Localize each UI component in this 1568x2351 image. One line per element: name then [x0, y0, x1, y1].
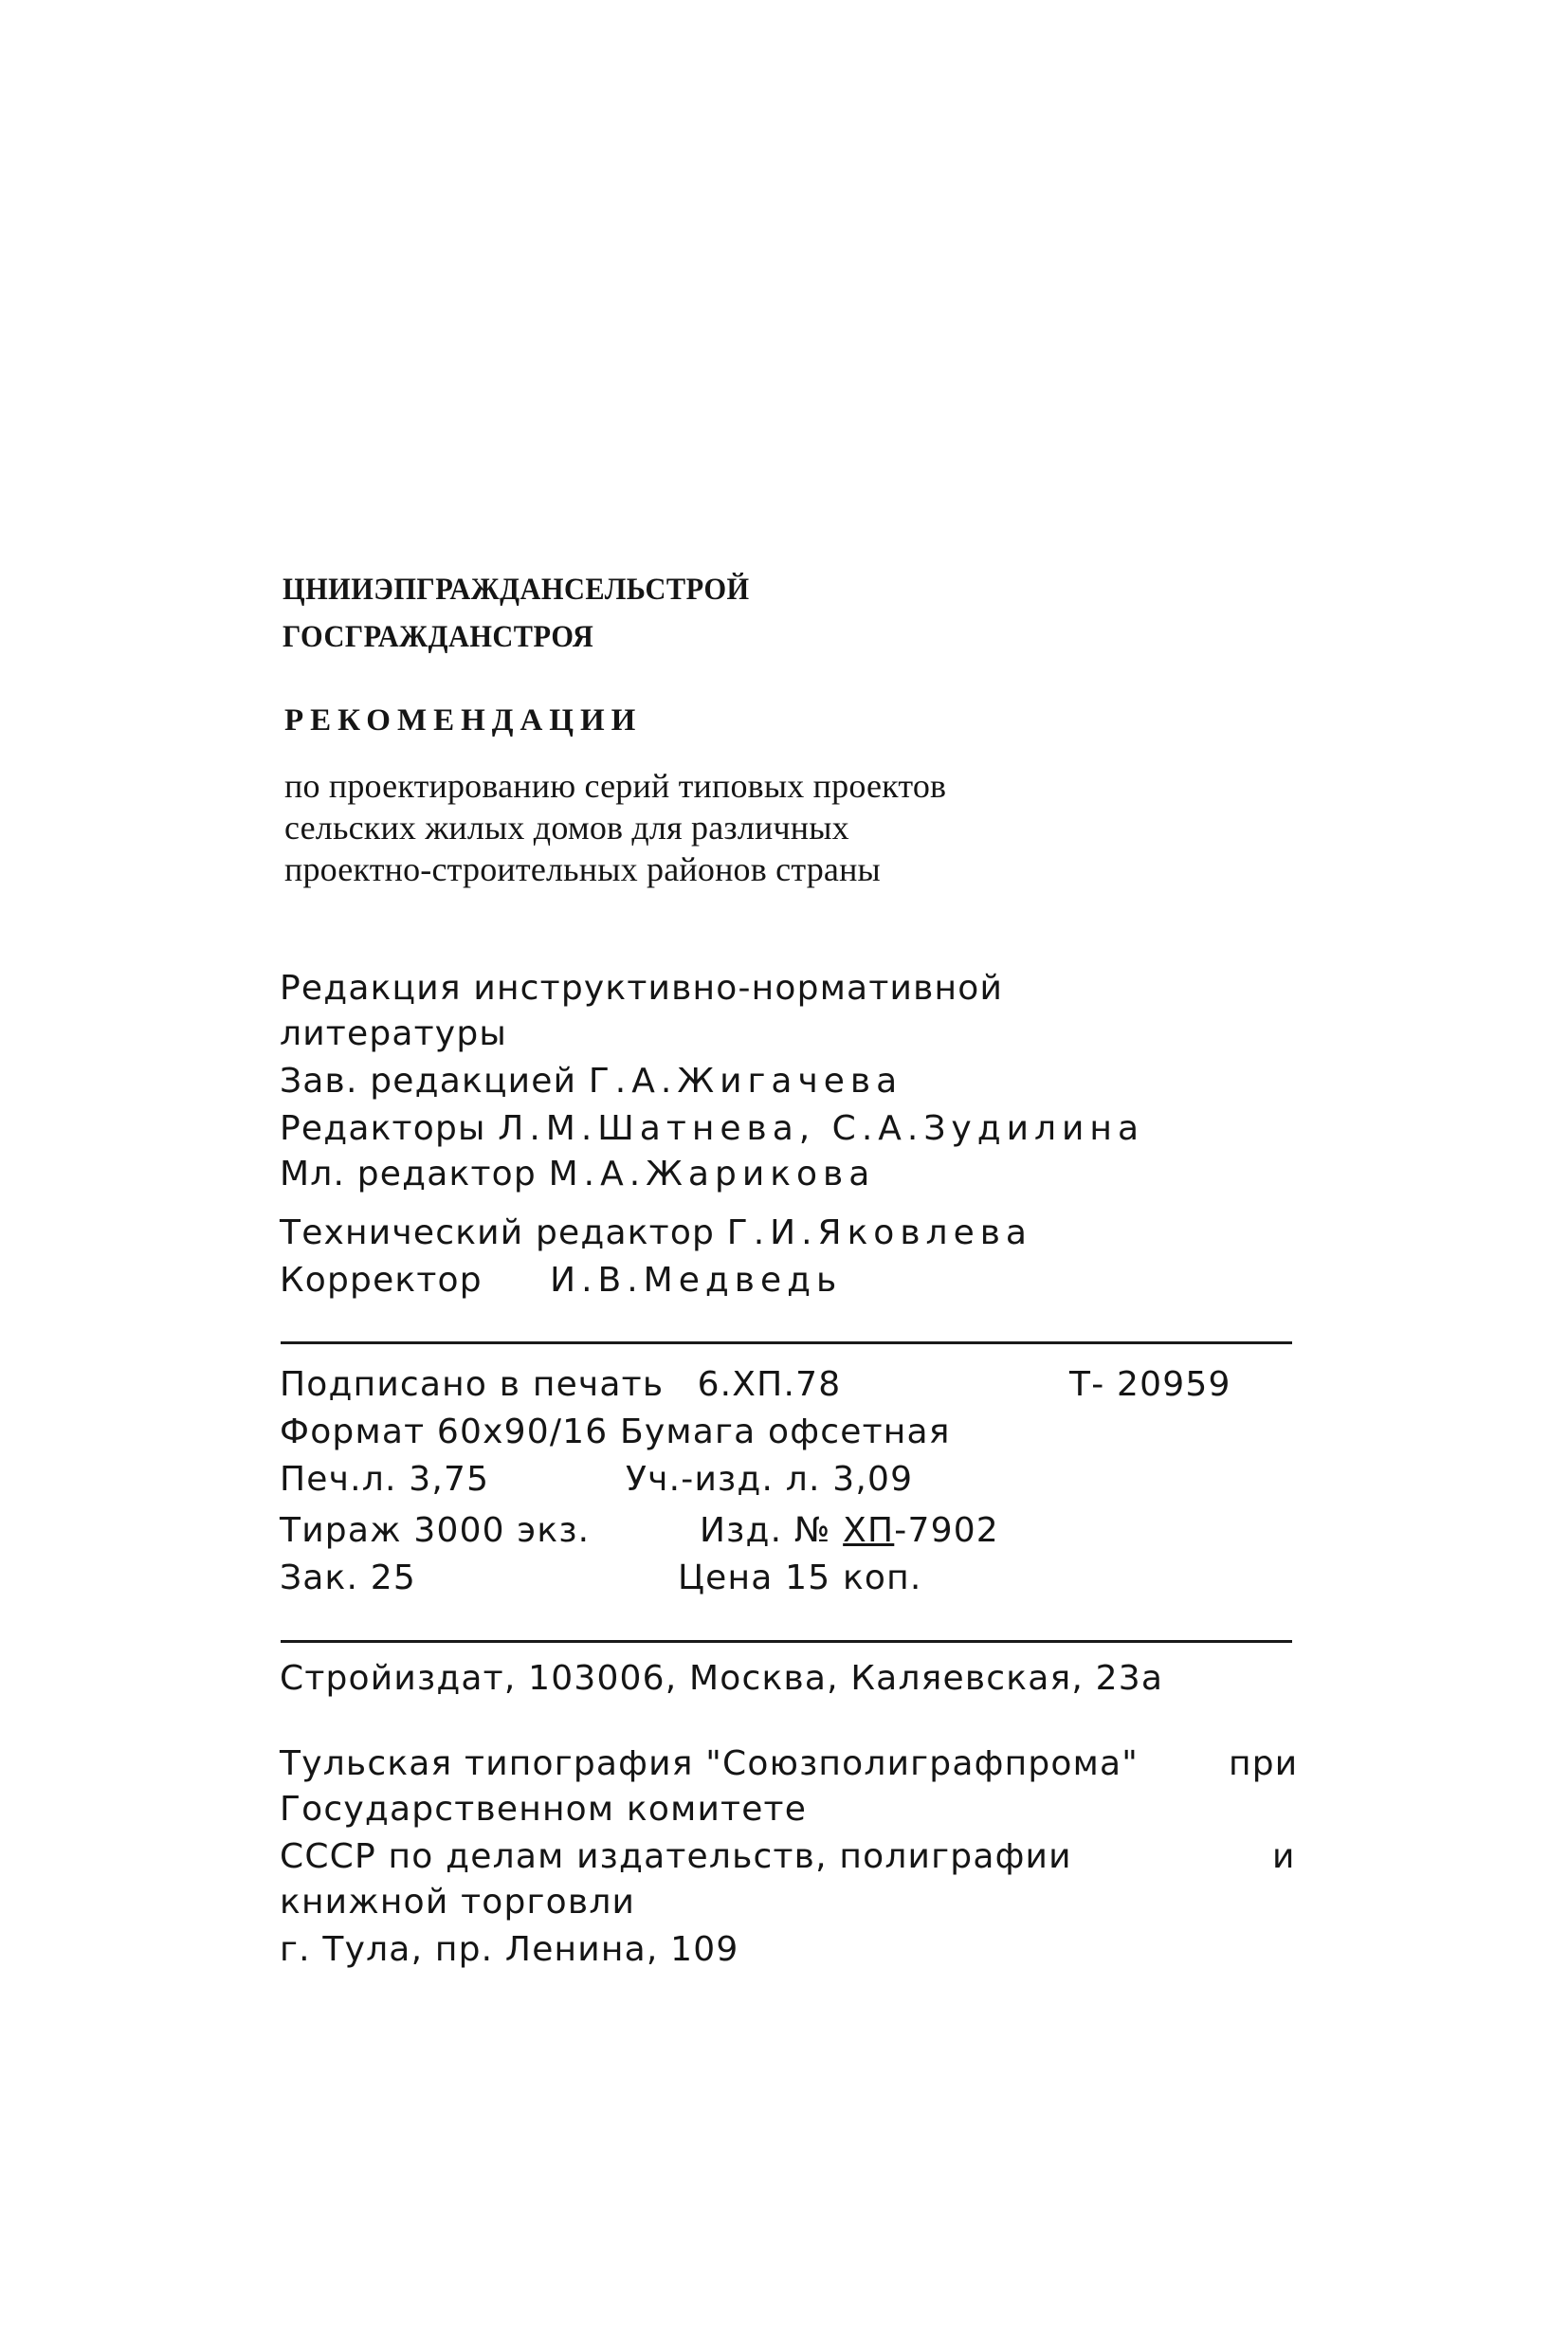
tech-editor-label: Технический редактор	[280, 1213, 716, 1252]
divider-rule-2	[281, 1640, 1292, 1643]
print-sheets: Печ.л. 3,75	[280, 1460, 490, 1499]
head-editor-name: Г.А.Жигачева	[588, 1062, 903, 1101]
circulation: Тираж 3000 экз.	[280, 1511, 591, 1550]
printer-line-3: СССР по делам издательств, полиграфии	[280, 1837, 1072, 1876]
printer-line-4: книжной торговли	[280, 1883, 636, 1922]
corrector-label: Корректор	[280, 1261, 483, 1300]
junior-editor-label: Мл. редактор	[280, 1155, 537, 1194]
signed-label: Подписано в печать	[280, 1365, 665, 1404]
divider-rule-1	[281, 1341, 1292, 1344]
publisher-address: Стройиздат, 103006, Москва, Каляевская, 23а	[280, 1659, 1164, 1698]
org-name: ЦНИИЭПГРАЖДАНСЕЛЬСТРОЙ	[283, 573, 750, 607]
editors	[280, 1109, 1144, 1148]
printer-line-3-tail: и	[1272, 1837, 1296, 1876]
corrector	[280, 1261, 842, 1300]
order-number: Зак. 25	[280, 1558, 416, 1597]
printer-line-1: Тульская типография "Союзполиграфпрома"	[280, 1744, 1139, 1783]
org-parent: ГОСГРАЖДАНСТРОЯ	[283, 620, 594, 654]
edition-line-2: литературы	[280, 1014, 507, 1053]
head-editor-label: Зав. редакцией	[280, 1062, 577, 1101]
format-paper	[280, 1412, 951, 1451]
junior-editor	[280, 1155, 875, 1194]
junior-editor-name: М.А.Жарикова	[548, 1155, 876, 1194]
price: Цена 15 коп.	[678, 1558, 922, 1597]
editors-names: Л.М.Шатнева, С.А.Зудилина	[498, 1109, 1145, 1148]
edu-sheets: Уч.-изд. л. 3,09	[626, 1460, 914, 1499]
izd-number-value: -7902	[894, 1511, 999, 1550]
tech-editor-name: Г.И.Яковлева	[726, 1213, 1032, 1252]
subtitle-line-3: проектно-строительных районов страны	[284, 850, 881, 888]
head-editor	[280, 1062, 903, 1101]
signed-to-print	[280, 1365, 841, 1404]
izd-label: Изд. №	[700, 1511, 831, 1550]
paper-value: Бумага офсетная	[620, 1412, 951, 1451]
format-value: Формат 60х90/16	[280, 1412, 609, 1451]
printer-address: г. Тула, пр. Ленина, 109	[280, 1930, 739, 1969]
printer-line-2: Государственном комитете	[280, 1790, 808, 1829]
tech-editor	[280, 1213, 1032, 1252]
t-number: Т- 20959	[1069, 1365, 1231, 1404]
edition-line-1: Редакция инструктивно-нормативной	[280, 969, 1004, 1008]
corrector-name: И.В.Медведь	[550, 1261, 843, 1300]
document-title: РЕКОМЕНДАЦИИ	[284, 703, 643, 738]
izd-number	[700, 1511, 999, 1550]
subtitle-line-1: по проектированию серий типовых проектов	[284, 767, 947, 805]
subtitle-line-2: сельских жилых домов для различных	[284, 809, 849, 847]
editors-label: Редакторы	[280, 1109, 486, 1148]
signed-date: 6.ХП.78	[697, 1365, 842, 1404]
izd-series: ХП	[843, 1511, 895, 1550]
printer-line-1-tail: при	[1229, 1744, 1299, 1783]
